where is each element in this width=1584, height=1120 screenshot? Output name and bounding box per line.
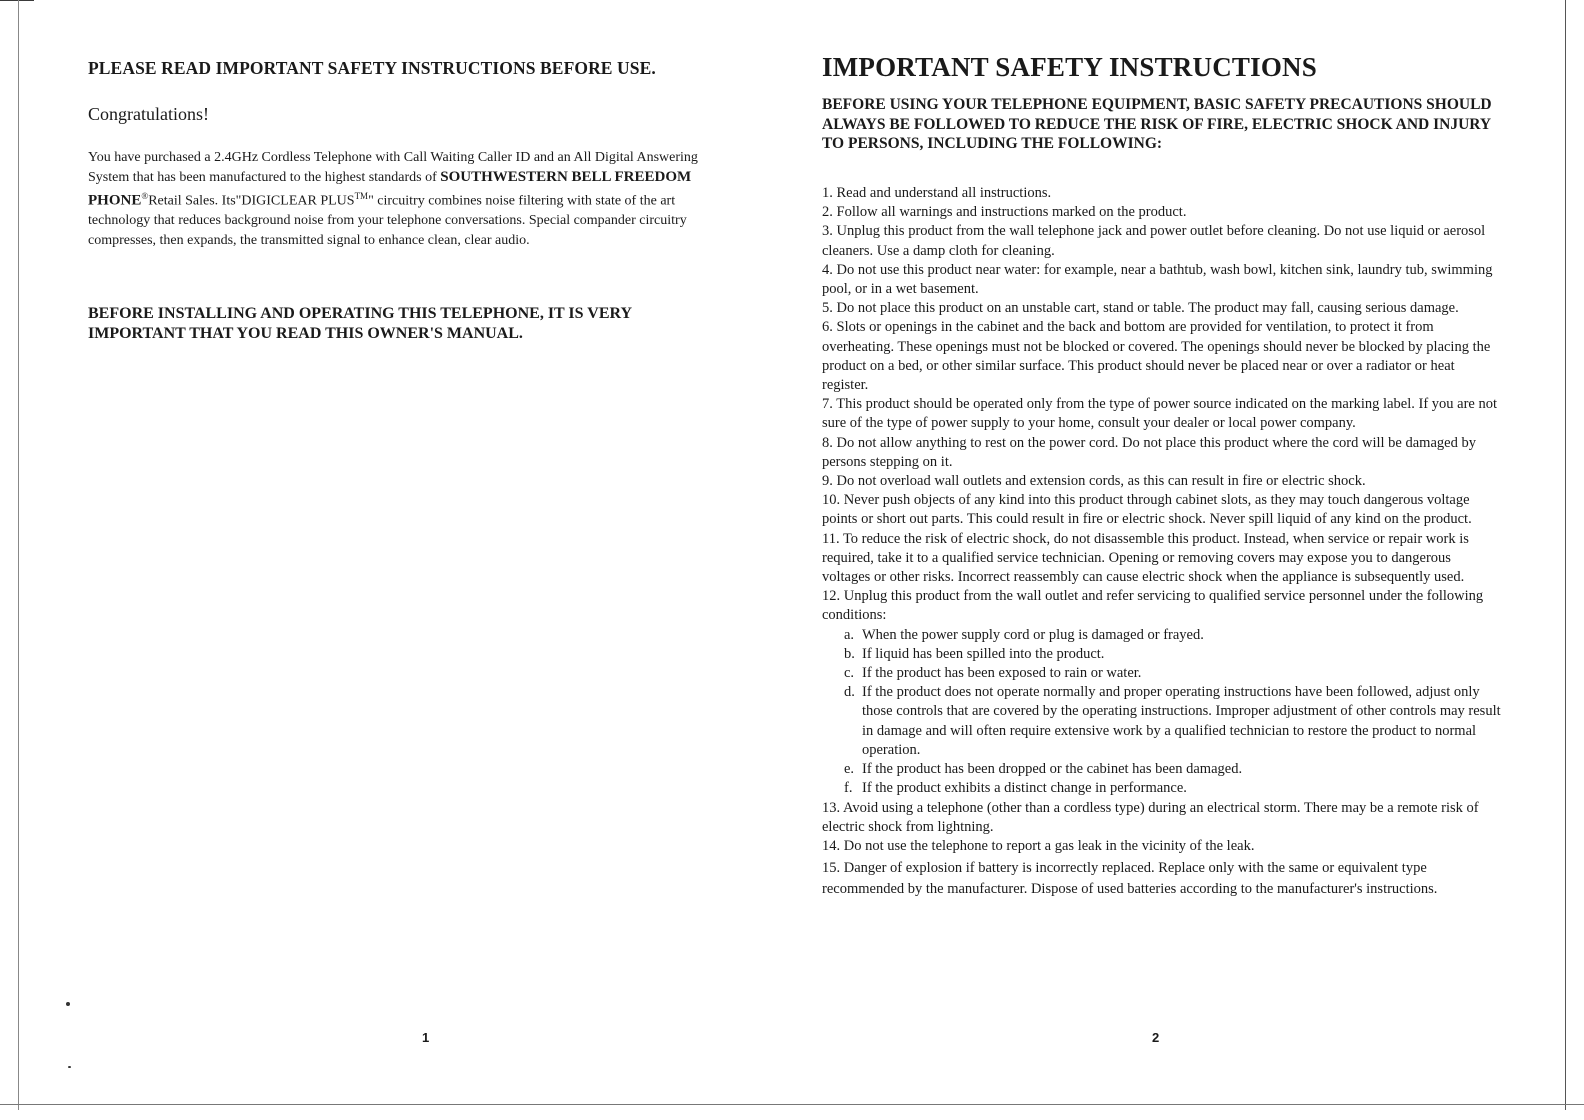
condition-item <box>822 760 1502 779</box>
safety-instructions-title: IMPORTANT SAFETY INSTRUCTIONS <box>822 52 1317 82</box>
instruction-item: 5. Do not place this product on an unstable cart, stand or table. The product may fall, causing serious damage. <box>822 300 1459 317</box>
condition-letter: f. <box>844 780 853 797</box>
scan-edge-left <box>18 0 19 1110</box>
condition-letter: c. <box>844 665 855 682</box>
page-number-2: 2 <box>1152 1030 1160 1045</box>
condition-letter: d. <box>844 684 855 701</box>
safety-instructions-list <box>822 184 1502 900</box>
scan-edge-bottom <box>0 1104 1584 1105</box>
condition-text: If the product does not operate normally and proper operating instructions have been followed, adjust only those controls that are covered by the operating instructions. Improper adjustment of other controls may result in damage and will often require extensive work by a qualified technician to restore the product to normal operation. <box>862 684 1501 758</box>
instruction-item: 14. Do not use the telephone to report a gas leak in the vicinity of the leak. <box>822 837 1255 854</box>
instruction-item: 8. Do not allow anything to rest on the power cord. Do not place this product where the cord will be damaged by persons stepping on it. <box>822 434 1476 470</box>
scan-speck <box>68 1066 71 1068</box>
instruction-item: 4. Do not use this product near water: for example, near a bathtub, wash bowl, kitchen sink, laundry tub, swimming pool, or in a wet basement. <box>822 261 1493 298</box>
intro-text-part1: You have purchased a 2.4GHz Cordless Telephone with Call Waiting Caller ID and an All Digital Answering System that has been manufactured to the highest standards of <box>88 150 698 185</box>
instruction-item: 10. Never push objects of any kind into this product through cabinet slots, as they may touch dangerous voltage points or short out parts. This could result in fire or electric shock. Never spill liquid of any kind on the product. <box>822 492 1472 528</box>
congratulations-text: Congratulations! <box>88 104 209 124</box>
scan-edge-top-left <box>0 0 34 1</box>
trademark-mark: TM <box>354 191 369 201</box>
instruction-item: 15. Danger of explosion if battery is incorrectly replaced. Replace only with the same or equivalent type recommended by the manufacturer. Dispose of used batteries according to the manufacturer's instructions. <box>822 860 1438 898</box>
instruction-item: 1. Read and understand all instructions. <box>822 185 1052 201</box>
page-number-1: 1 <box>422 1030 430 1045</box>
condition-text: When the power supply cord or plug is damaged or frayed. <box>862 626 1204 643</box>
condition-text: If liquid has been spilled into the product. <box>862 645 1105 662</box>
brand-name: SOUTHWESTERN BELL FREEDOM PHONE <box>88 168 692 209</box>
before-installing-notice: BEFORE INSTALLING AND OPERATING THIS TELEPHONE, IT IS VERY IMPORTANT THAT YOU READ THIS OWNER'S MANUAL. <box>88 305 632 342</box>
instruction-item: 12. Unplug this product from the wall outlet and refer servicing to qualified service personnel under the following conditions: <box>822 588 1484 624</box>
instruction-item: 2. Follow all warnings and instructions marked on the product. <box>822 204 1187 221</box>
condition-item <box>822 664 1502 683</box>
safety-precautions-subtitle: BEFORE USING YOUR TELEPHONE EQUIPMENT, BASIC SAFETY PRECAUTIONS SHOULD ALWAYS BE FOLLOWED TO REDUCE THE RISK OF FIRE, ELECTRIC SHOCK AND INJURY TO PERSONS, INCLUDING THE FOLLOWING: <box>822 96 1492 152</box>
intro-text-part3: " circuitry combines noise filtering with state of the art technology that reduces background noise from your telephone conversations. Special compander circuitry compresses, then expands, the transmitted signal to enhance clean, clear audio. <box>88 193 687 248</box>
conditions-list <box>822 626 1502 799</box>
instruction-item: 3. Unplug this product from the wall telephone jack and power outlet before cleaning. Do not use liquid or aerosol cleaners. Use a damp cloth for cleaning. <box>822 223 1486 259</box>
intro-text-part2: Retail Sales. Its"DIGICLEAR PLUS <box>148 193 355 209</box>
condition-item <box>822 683 1502 760</box>
condition-item <box>822 779 1502 798</box>
registered-mark: ® <box>141 191 149 201</box>
condition-letter: b. <box>844 645 855 662</box>
instruction-item: 6. Slots or openings in the cabinet and the back and bottom are provided for ventilation, to protect it from overheating. These openings must not be blocked or covered. The openings should never be blocked by placing the product on a bed, or other similar surface. This product should never be placed near or over a radiator or heat register. <box>822 319 1491 394</box>
conditions-group <box>822 626 1502 799</box>
condition-letter: e. <box>844 761 855 778</box>
condition-letter: a. <box>844 626 855 643</box>
instruction-item: 7. This product should be operated only from the type of power source indicated on the marking label. If you are not sure of the type of power supply to your home, consult your dealer or local power company. <box>822 396 1498 432</box>
instruction-item: 9. Do not overload wall outlets and extension cords, as this can result in fire or electric shock. <box>822 473 1366 490</box>
instruction-item: 13. Avoid using a telephone (other than a cordless type) during an electrical storm. There may be a remote risk of electric shock from lightning. <box>822 799 1479 835</box>
condition-item <box>822 645 1502 664</box>
condition-text: If the product has been exposed to rain or water. <box>862 665 1142 682</box>
condition-item <box>822 626 1502 645</box>
intro-paragraph <box>88 148 738 250</box>
left-page-heading: PLEASE READ IMPORTANT SAFETY INSTRUCTIONS BEFORE USE. <box>88 58 656 78</box>
scan-speck <box>66 1002 70 1006</box>
condition-text: If the product has been dropped or the cabinet has been damaged. <box>862 761 1243 778</box>
instruction-item: 11. To reduce the risk of electric shock, do not disassemble this product. Instead, when service or repair work is required, take it to a qualified service technician. Opening or removing covers may expose you to dangerous voltages or other risks. Incorrect reassembly can cause electric shock when the appliance is subsequently used. <box>822 530 1469 586</box>
condition-text: If the product exhibits a distinct change in performance. <box>862 780 1187 797</box>
scan-edge-right <box>1565 0 1566 1110</box>
